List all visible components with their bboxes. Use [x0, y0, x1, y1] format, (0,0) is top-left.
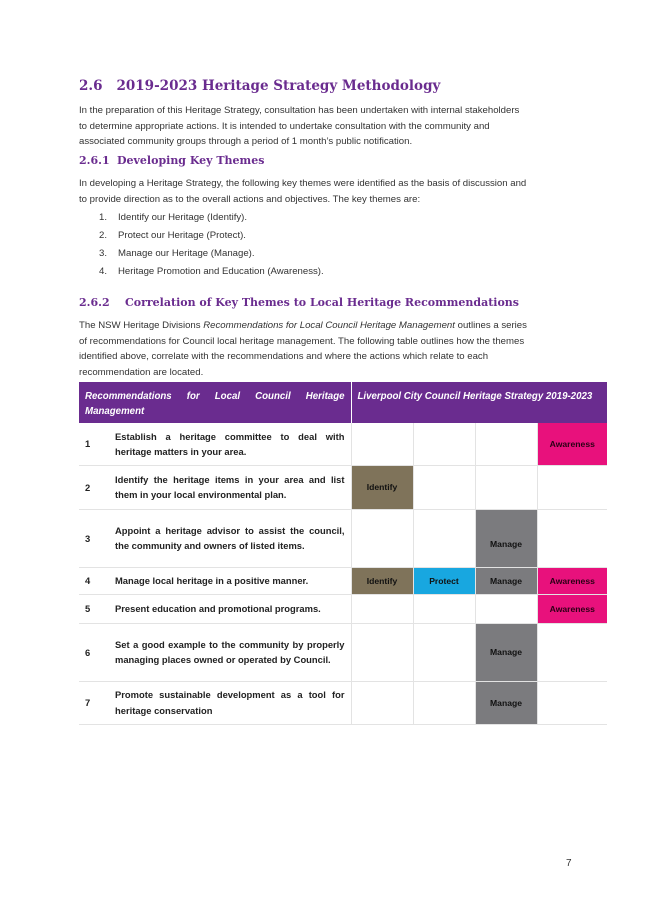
- section-heading: [79, 78, 619, 94]
- row-number: 1: [79, 423, 115, 465]
- paragraph-line: of recommendations for Council local heritage management. The following table outlines how the themes: [79, 335, 525, 347]
- table-row: [79, 623, 607, 681]
- identify-cell: [351, 594, 413, 623]
- protect-cell: [413, 594, 475, 623]
- paragraph-line: [79, 318, 593, 334]
- recommendation-text: Set a good example to the community by properly managing places owned or operated by Council.: [115, 623, 351, 681]
- paragraph-line: In developing a Heritage Strategy, the following key themes were identified as the basis of discussion and: [79, 178, 527, 189]
- awareness-cell: [537, 509, 607, 567]
- manage-cell: [475, 423, 537, 465]
- identify-cell: [351, 623, 413, 681]
- recommendation-text: Appoint a heritage advisor to assist the council, the community and owners of listed items.: [115, 509, 351, 567]
- table-row: [79, 509, 607, 567]
- list-item-number: 3.: [99, 248, 108, 259]
- manage-cell: Manage: [475, 567, 537, 594]
- protect-cell: [413, 423, 475, 465]
- list-item-number: 1.: [99, 212, 108, 223]
- paragraph-text: The NSW Heritage Divisions: [79, 320, 204, 331]
- subsection-number: 2.6.2: [79, 296, 110, 309]
- paragraph-line: to provide direction as to the overall actions and objectives. The key themes are:: [79, 193, 421, 205]
- identify-cell: Identify: [351, 465, 413, 509]
- key-themes-intro-paragraph: [79, 176, 593, 207]
- list-item: [99, 209, 599, 227]
- protect-cell: [413, 465, 475, 509]
- table-row: [79, 681, 607, 724]
- subsection-title: Developing Key Themes: [117, 154, 265, 167]
- table-row: [79, 423, 607, 465]
- correlation-intro-paragraph: [79, 318, 593, 380]
- awareness-cell: Awareness: [537, 567, 607, 594]
- key-themes-list: [99, 209, 599, 281]
- table-row: [79, 465, 607, 509]
- manage-cell: Manage: [475, 623, 537, 681]
- recommendations-table: [79, 382, 607, 725]
- protect-cell: Protect: [413, 567, 475, 594]
- list-item-number: 2.: [99, 230, 108, 241]
- list-item-text: Heritage Promotion and Education (Awareness).: [118, 266, 324, 277]
- recommendation-text: Present education and promotional programs.: [115, 594, 351, 623]
- paragraph-text: outlines a series: [454, 320, 527, 331]
- awareness-cell: [537, 465, 607, 509]
- manage-cell: [475, 594, 537, 623]
- header-recommendations: Recommendations for Local Council Heritage Management: [79, 382, 351, 423]
- row-number: 3: [79, 509, 115, 567]
- identify-cell: [351, 509, 413, 567]
- paragraph-line: identified above, correlate with the recommendations and where the actions which relate to each: [79, 351, 489, 362]
- recommendation-text: Identify the heritage items in your area and list them in your local environmental plan.: [115, 465, 351, 509]
- list-item-text: Identify our Heritage (Identify).: [118, 212, 248, 223]
- list-item-text: Protect our Heritage (Protect).: [118, 230, 246, 241]
- list-item-text: Manage our Heritage (Manage).: [118, 248, 255, 259]
- row-number: 2: [79, 465, 115, 509]
- identify-cell: [351, 423, 413, 465]
- section-title: 2019-2023 Heritage Strategy Methodology: [116, 78, 441, 94]
- protect-cell: [413, 509, 475, 567]
- manage-cell: [475, 465, 537, 509]
- section-intro-paragraph: [79, 103, 593, 150]
- recommendation-text: Establish a heritage committee to deal with heritage matters in your area.: [115, 423, 351, 465]
- list-item: [99, 227, 599, 245]
- manage-cell: Manage: [475, 509, 537, 567]
- paragraph-line: associated community groups through a period of 1 month’s public notification.: [79, 136, 413, 147]
- subsection-title: Correlation of Key Themes to Local Heritage Recommendations: [125, 296, 519, 309]
- table-row: [79, 567, 607, 594]
- subsection-number: 2.6.1: [79, 154, 110, 167]
- paragraph-line: recommendation are located.: [79, 366, 204, 378]
- subsection-heading-key-themes: [79, 154, 264, 167]
- awareness-cell: Awareness: [537, 594, 607, 623]
- list-item: [99, 263, 599, 281]
- row-number: 4: [79, 567, 115, 594]
- row-number: 6: [79, 623, 115, 681]
- list-item-number: 4.: [99, 266, 108, 277]
- awareness-cell: Awareness: [537, 423, 607, 465]
- paragraph-line: to determine appropriate actions. It is intended to undertake consultation with the community and: [79, 120, 490, 132]
- awareness-cell: [537, 623, 607, 681]
- page-number: 7: [566, 858, 572, 869]
- protect-cell: [413, 681, 475, 724]
- identify-cell: Identify: [351, 567, 413, 594]
- row-number: 7: [79, 681, 115, 724]
- protect-cell: [413, 623, 475, 681]
- manage-cell: Manage: [475, 681, 537, 724]
- header-strategy: Liverpool City Council Heritage Strategy 2019-2023: [351, 382, 607, 423]
- row-number: 5: [79, 594, 115, 623]
- document-title-reference: Recommendations for Local Council Heritage Management: [203, 320, 455, 331]
- table-header-row: [79, 382, 607, 423]
- subsection-heading-correlation: [79, 296, 519, 309]
- recommendation-text: Promote sustainable development as a tool for heritage conservation: [115, 681, 351, 724]
- awareness-cell: [537, 681, 607, 724]
- table-row: [79, 594, 607, 623]
- paragraph-line: In the preparation of this Heritage Strategy, consultation has been undertaken with internal stakeholders: [79, 105, 520, 116]
- list-item: [99, 245, 599, 263]
- section-number: 2.6: [79, 78, 103, 94]
- identify-cell: [351, 681, 413, 724]
- recommendation-text: Manage local heritage in a positive manner.: [115, 567, 351, 594]
